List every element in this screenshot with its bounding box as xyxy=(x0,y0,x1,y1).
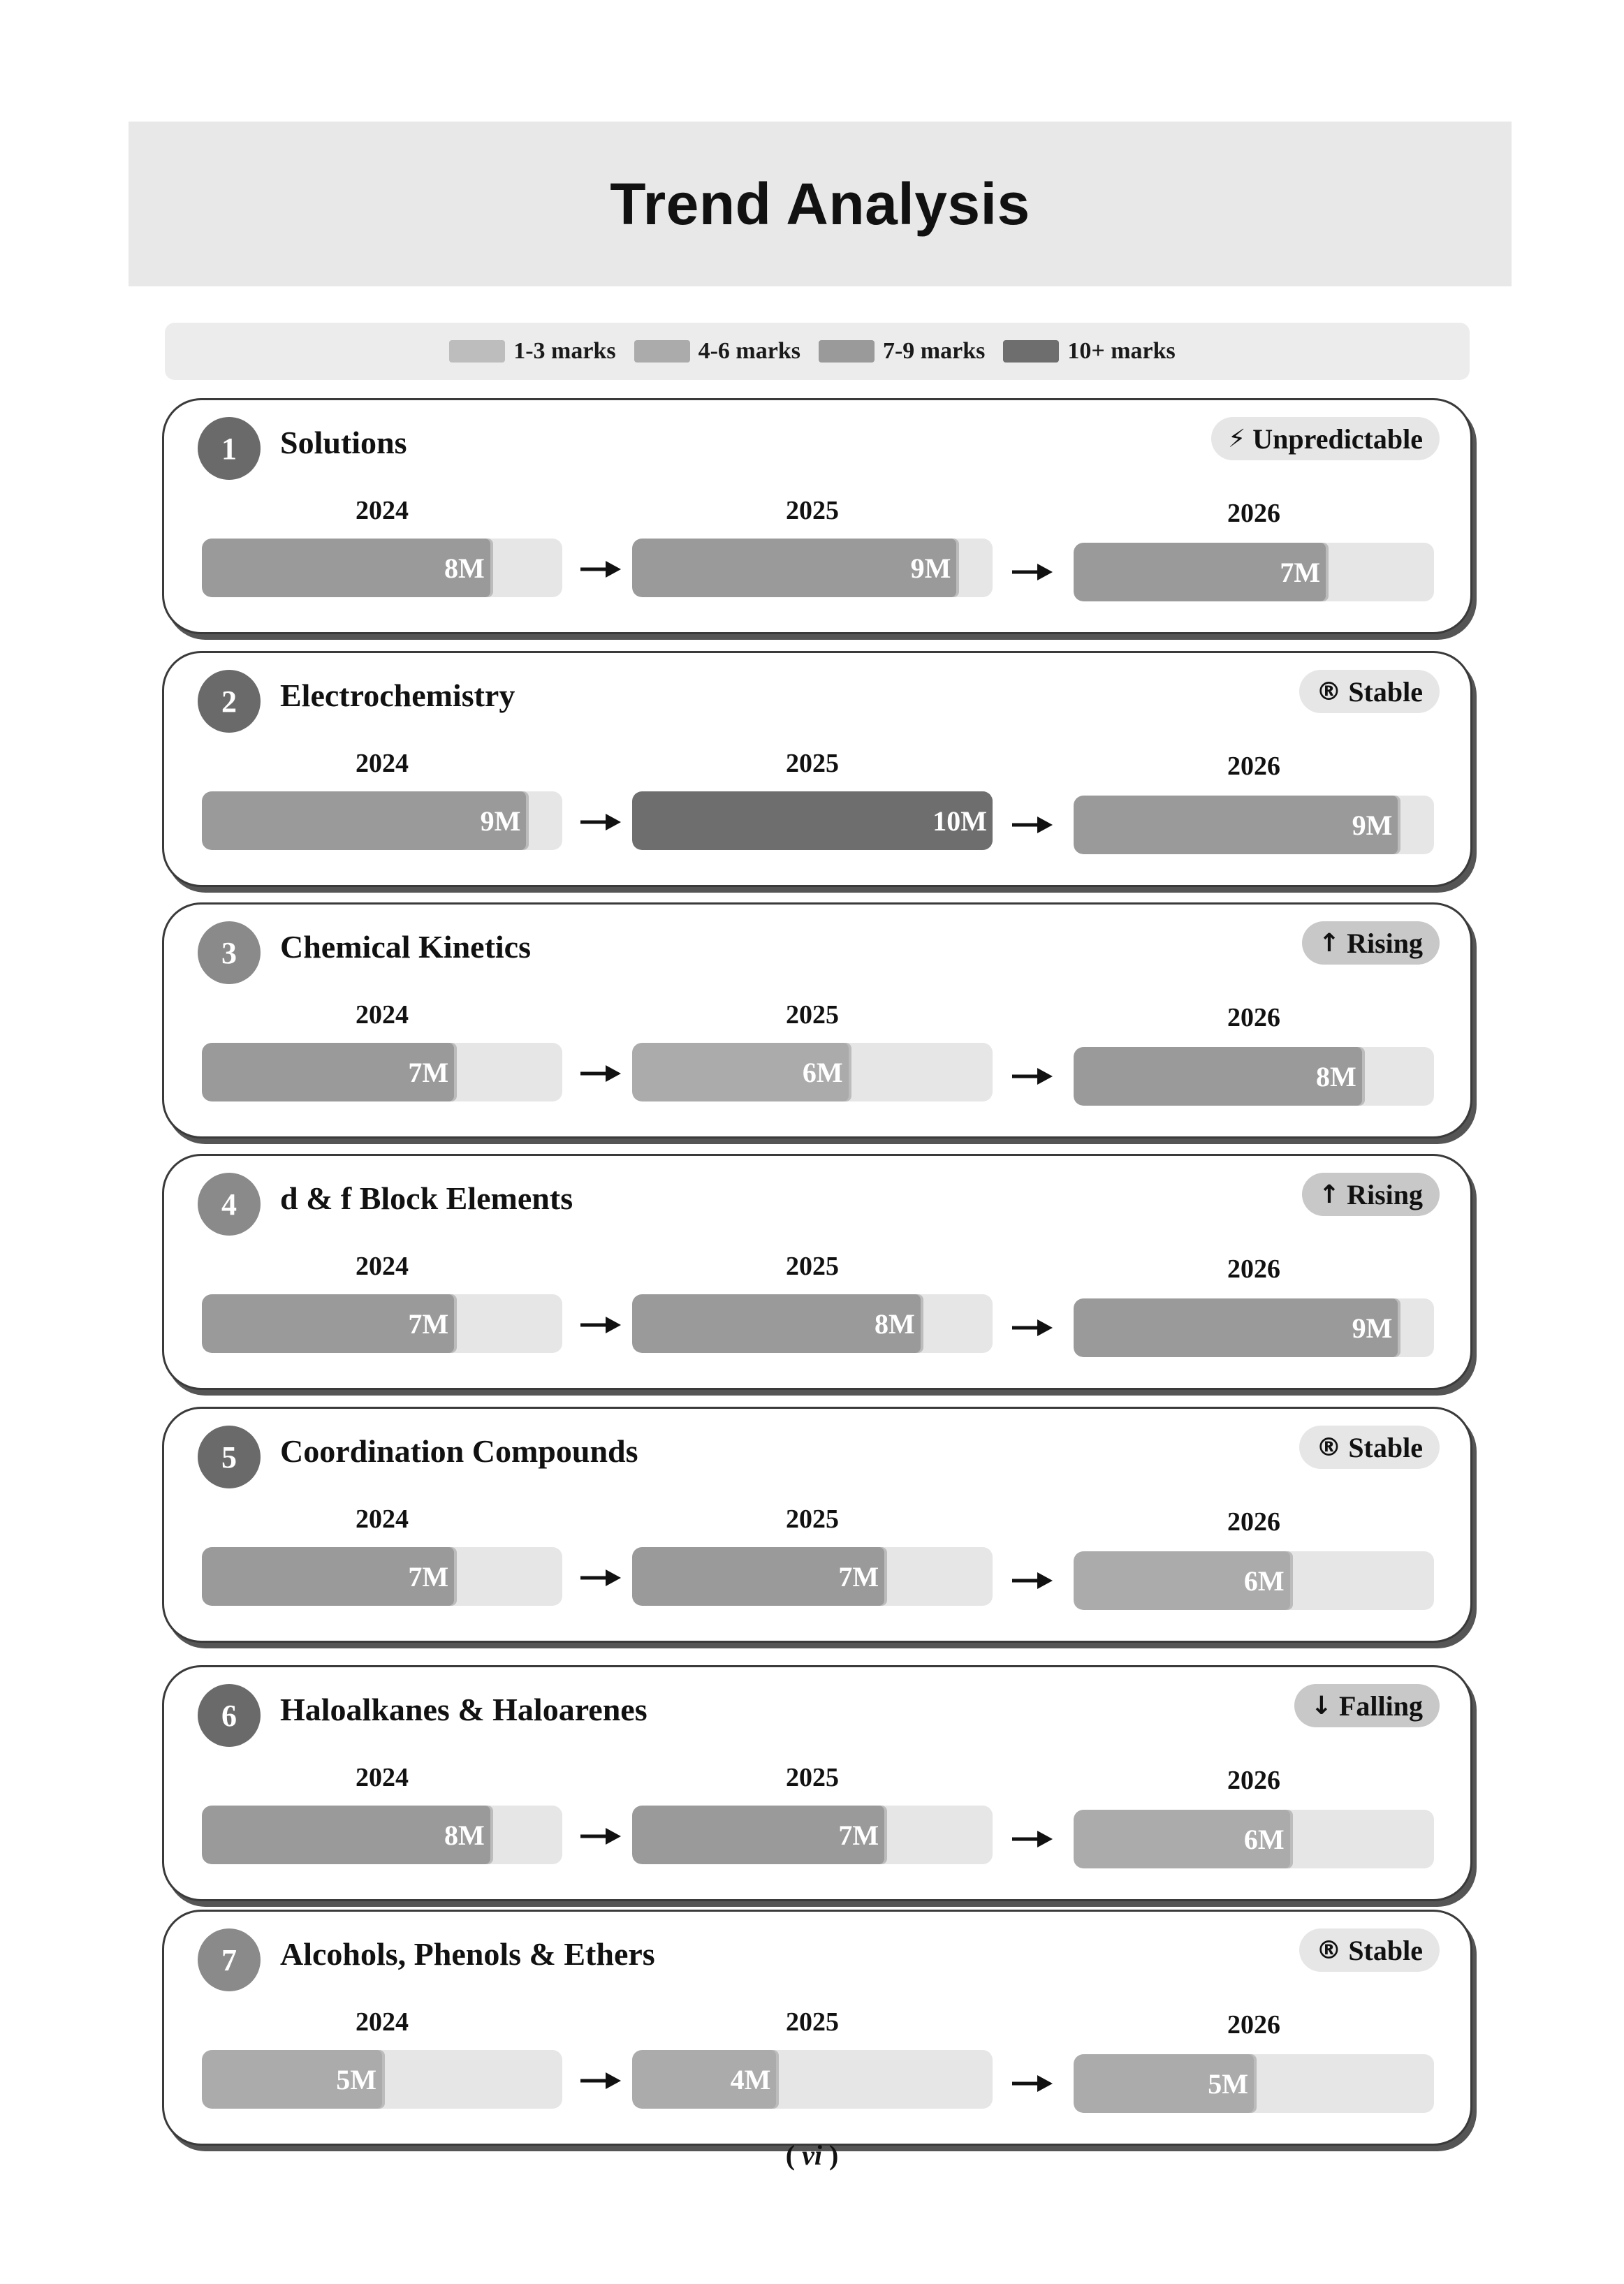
marks-bar-fill xyxy=(202,1294,454,1353)
marks-bar-track xyxy=(202,2050,562,2109)
marks-value: 7M xyxy=(838,1819,879,1851)
marks-value: 7M xyxy=(408,1056,449,1088)
marks-value: 7M xyxy=(1280,556,1321,588)
marks-bar-track xyxy=(202,539,562,597)
year-label: 2026 xyxy=(1227,1003,1280,1032)
marks-value: 5M xyxy=(336,2063,376,2095)
marks-bar-track xyxy=(1074,1298,1434,1357)
page-header xyxy=(129,122,1512,286)
legend-label: 7-9 marks xyxy=(882,338,986,364)
right-arrow-icon xyxy=(1009,1314,1054,1342)
right-arrow-icon xyxy=(578,1564,622,1592)
right-arrow-icon xyxy=(578,1822,622,1850)
marks-bar-fill xyxy=(632,791,993,850)
legend-label: 4-6 marks xyxy=(698,338,800,364)
marks-value: 8M xyxy=(444,552,485,584)
marks-bar-track xyxy=(202,1294,562,1353)
chapter-number: 6 xyxy=(198,1684,261,1747)
trend-label: Stable xyxy=(1348,675,1423,708)
right-arrow-icon xyxy=(578,555,622,583)
arrow-down-icon: ↓ xyxy=(1310,1691,1332,1720)
marks-bar-track xyxy=(632,1806,993,1864)
marks-bar-track xyxy=(632,2050,993,2109)
year-label: 2024 xyxy=(356,1763,409,1792)
marks-bar-fill xyxy=(202,2050,382,2109)
chapter-title: Alcohols, Phenols & Ethers xyxy=(280,1936,655,1972)
year-label: 2024 xyxy=(356,1505,409,1534)
marks-bar-track xyxy=(1074,796,1434,854)
marks-value: 7M xyxy=(408,1560,449,1593)
legend-swatch xyxy=(449,340,505,363)
marks-bar-fill xyxy=(632,1547,884,1606)
marks-bar-track xyxy=(632,1043,993,1101)
right-arrow-icon xyxy=(578,1060,622,1088)
marks-value: 6M xyxy=(1243,1565,1285,1597)
trend-label: Stable xyxy=(1348,1431,1423,1463)
right-arrow-icon xyxy=(578,1311,622,1339)
right-arrow-icon xyxy=(1009,558,1054,586)
marks-bar-fill xyxy=(632,1043,849,1101)
marks-bar-fill xyxy=(632,2050,776,2109)
marks-value: 9M xyxy=(1352,809,1393,841)
marks-bar-fill xyxy=(1074,1047,1362,1106)
year-label: 2024 xyxy=(356,2007,409,2037)
arrow-up-icon: ↑ xyxy=(1318,928,1340,958)
chapter-title: Haloalkanes & Haloarenes xyxy=(280,1692,648,1727)
marks-bar-track xyxy=(1074,543,1434,601)
trend-badge xyxy=(1211,417,1440,460)
marks-bar-track xyxy=(632,791,993,850)
page-number xyxy=(0,2139,1624,2172)
year-label: 2024 xyxy=(356,1000,409,1030)
right-arrow-icon xyxy=(1009,1825,1054,1853)
trend-badge xyxy=(1299,1426,1440,1469)
chapter-title: Coordination Compounds xyxy=(280,1433,638,1469)
legend-item-7-9 xyxy=(819,338,995,365)
year-label: 2026 xyxy=(1227,1766,1280,1795)
page-number-open: ( xyxy=(785,2139,803,2171)
marks-bar-track xyxy=(202,1547,562,1606)
chapter-number: 1 xyxy=(198,417,261,480)
trend-badge xyxy=(1302,1173,1440,1216)
marks-value: 9M xyxy=(480,805,521,837)
marks-value: 9M xyxy=(1352,1312,1393,1344)
legend-item-1-3 xyxy=(449,338,625,365)
chapter-card xyxy=(162,1665,1472,1901)
chapter-card xyxy=(162,651,1472,887)
marks-bar-track xyxy=(632,1294,993,1353)
right-arrow-icon xyxy=(1009,1062,1054,1090)
chapter-card xyxy=(162,1407,1472,1643)
marks-value: 4M xyxy=(730,2063,771,2095)
marks-bar-fill xyxy=(632,1294,921,1353)
trend-label: Stable xyxy=(1348,1934,1423,1966)
year-label: 2026 xyxy=(1227,1507,1280,1537)
marks-bar-track xyxy=(632,1547,993,1606)
chapter-card xyxy=(162,1910,1472,2146)
trend-badge xyxy=(1299,1928,1440,1972)
legend-swatch xyxy=(819,340,875,363)
legend-item-10-plus xyxy=(1003,338,1185,365)
registered-icon: ® xyxy=(1316,1935,1342,1965)
chapter-title: Electrochemistry xyxy=(280,678,515,713)
chapter-number: 4 xyxy=(198,1173,261,1236)
marks-value: 8M xyxy=(444,1819,485,1851)
legend-item-4-6 xyxy=(634,338,810,365)
marks-value: 9M xyxy=(910,552,951,584)
year-label: 2024 xyxy=(356,749,409,778)
right-arrow-icon xyxy=(1009,811,1054,839)
chapter-number: 3 xyxy=(198,921,261,984)
legend-label: 1-3 marks xyxy=(513,338,616,364)
trend-badge xyxy=(1299,670,1440,713)
legend-swatch xyxy=(634,340,690,363)
marks-bar-track xyxy=(1074,1810,1434,1868)
marks-value: 7M xyxy=(838,1560,879,1593)
year-label: 2025 xyxy=(786,2007,839,2037)
marks-bar-fill xyxy=(1074,543,1326,601)
page-number-roman: vi xyxy=(802,2139,822,2171)
marks-value: 7M xyxy=(408,1308,449,1340)
chapter-card xyxy=(162,902,1472,1139)
chapter-title: Solutions xyxy=(280,425,407,460)
registered-icon: ® xyxy=(1316,677,1342,706)
right-arrow-icon xyxy=(578,808,622,836)
marks-bar-fill xyxy=(1074,1298,1398,1357)
year-label: 2025 xyxy=(786,496,839,525)
marks-bar-fill xyxy=(202,1043,454,1101)
marks-value: 6M xyxy=(1243,1823,1285,1855)
legend-label: 10+ marks xyxy=(1067,338,1176,364)
year-label: 2026 xyxy=(1227,2010,1280,2040)
chapter-title: Chemical Kinetics xyxy=(280,929,531,965)
year-label: 2025 xyxy=(786,1252,839,1281)
year-label: 2024 xyxy=(356,1252,409,1281)
year-label: 2026 xyxy=(1227,1254,1280,1284)
right-arrow-icon xyxy=(578,2067,622,2095)
chapter-number: 7 xyxy=(198,1928,261,1991)
trend-label: Rising xyxy=(1347,927,1423,959)
registered-icon: ® xyxy=(1316,1433,1342,1462)
marks-bar-track xyxy=(202,791,562,850)
marks-bar-fill xyxy=(632,539,956,597)
year-label: 2025 xyxy=(786,1763,839,1792)
marks-bar-fill xyxy=(202,1547,454,1606)
trend-label: Rising xyxy=(1347,1178,1423,1210)
chapter-number: 2 xyxy=(198,670,261,733)
marks-bar-track xyxy=(1074,1551,1434,1610)
trend-label: Falling xyxy=(1338,1690,1423,1722)
page-title: Trend Analysis xyxy=(610,170,1030,237)
marks-bar-track xyxy=(1074,1047,1434,1106)
marks-bar-fill xyxy=(632,1806,884,1864)
lightning-icon: ⚡ xyxy=(1228,424,1246,453)
marks-value: 5M xyxy=(1208,2067,1248,2100)
marks-bar-track xyxy=(1074,2054,1434,2113)
right-arrow-icon xyxy=(1009,2070,1054,2098)
chapter-card xyxy=(162,1154,1472,1390)
marks-value: 6M xyxy=(802,1056,843,1088)
marks-bar-track xyxy=(202,1806,562,1864)
marks-value: 8M xyxy=(1316,1060,1356,1092)
chapter-number: 5 xyxy=(198,1426,261,1488)
year-label: 2025 xyxy=(786,1000,839,1030)
arrow-up-icon: ↑ xyxy=(1318,1180,1340,1209)
year-label: 2026 xyxy=(1227,499,1280,528)
marks-bar-track xyxy=(632,539,993,597)
year-label: 2025 xyxy=(786,749,839,778)
chapter-card xyxy=(162,398,1472,634)
marks-bar-fill xyxy=(202,1806,490,1864)
marks-bar-fill xyxy=(1074,1551,1290,1610)
marks-bar-fill xyxy=(1074,2054,1254,2113)
right-arrow-icon xyxy=(1009,1567,1054,1595)
trend-badge xyxy=(1302,921,1440,965)
marks-bar-fill xyxy=(1074,796,1398,854)
legend-swatch xyxy=(1003,340,1059,363)
trend-badge xyxy=(1294,1684,1440,1727)
chapter-title: d & f Block Elements xyxy=(280,1180,573,1216)
page-number-close: ) xyxy=(821,2139,839,2171)
trend-label: Unpredictable xyxy=(1252,423,1423,455)
marks-bar-fill xyxy=(1074,1810,1290,1868)
year-label: 2025 xyxy=(786,1505,839,1534)
marks-bar-fill xyxy=(202,791,526,850)
marks-bar-track xyxy=(202,1043,562,1101)
marks-bar-fill xyxy=(202,539,490,597)
year-label: 2026 xyxy=(1227,752,1280,781)
marks-value: 8M xyxy=(875,1308,915,1340)
year-label: 2024 xyxy=(356,496,409,525)
marks-value: 10M xyxy=(932,805,987,837)
marks-legend xyxy=(165,323,1470,380)
